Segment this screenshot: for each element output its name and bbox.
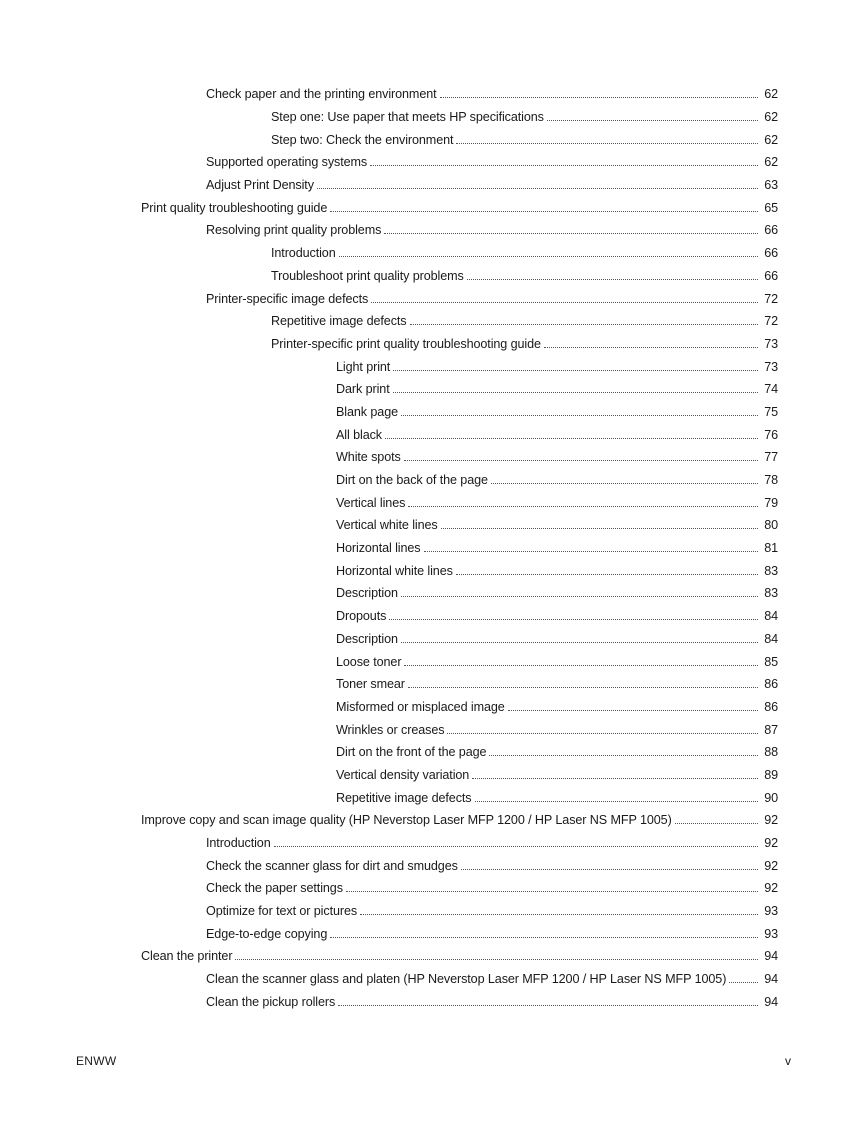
- dot-leader: [370, 164, 758, 166]
- dot-leader: [447, 732, 758, 734]
- toc-entry[interactable]: [0, 106, 842, 129]
- toc-entry-title: Vertical density variation: [336, 767, 470, 782]
- dot-leader: [401, 414, 758, 416]
- toc-entry[interactable]: [0, 673, 842, 696]
- toc-entry-page: 94: [764, 972, 778, 987]
- toc-entry[interactable]: [0, 650, 842, 673]
- toc-entry-title: Supported operating systems: [206, 155, 368, 170]
- toc-entry-page: 84: [764, 631, 778, 646]
- dot-leader: [393, 391, 758, 393]
- toc-entry-page: 92: [764, 858, 778, 873]
- toc-entry[interactable]: [0, 219, 842, 242]
- toc-entry[interactable]: [0, 922, 842, 945]
- toc-entry-title: Dirt on the front of the page: [336, 745, 487, 760]
- dot-leader: [467, 278, 758, 280]
- footer-label: ENWW: [76, 1054, 117, 1068]
- toc-entry-title: Wrinkles or creases: [336, 722, 445, 737]
- dot-leader: [235, 958, 758, 960]
- toc-entry-page: 66: [764, 223, 778, 238]
- toc-entry-title: Optimize for text or pictures: [206, 904, 358, 919]
- dot-leader: [371, 301, 758, 303]
- toc-entry[interactable]: [0, 174, 842, 197]
- dot-leader: [384, 232, 758, 234]
- dot-leader: [401, 641, 758, 643]
- toc-entry[interactable]: [0, 514, 842, 537]
- dot-leader: [461, 868, 758, 870]
- toc-entry-title: Vertical lines: [336, 495, 406, 510]
- toc-entry-page: 93: [764, 926, 778, 941]
- page-number: v: [785, 1054, 791, 1068]
- toc-entry[interactable]: [0, 696, 842, 719]
- toc-entry-page: 80: [764, 518, 778, 533]
- toc-entry-title: Horizontal white lines: [336, 563, 453, 578]
- dot-leader: [489, 754, 758, 756]
- toc-entry-title: Repetitive image defects: [271, 314, 407, 329]
- toc-entry-title: Adjust Print Density: [206, 178, 314, 193]
- toc-entry-page: 62: [764, 155, 778, 170]
- toc-entry-title: Printer-specific image defects: [206, 291, 369, 306]
- dot-leader: [338, 1004, 758, 1006]
- toc-entry-page: 92: [764, 836, 778, 851]
- toc-entry-page: 72: [764, 291, 778, 306]
- toc-entry-page: 74: [764, 382, 778, 397]
- toc-entry-title: Description: [336, 586, 398, 601]
- dot-leader: [317, 187, 758, 189]
- toc-entry-page: 86: [764, 699, 778, 714]
- toc-entry-title: Clean the pickup rollers: [206, 994, 336, 1009]
- toc-entry-title: Edge-to-edge copying: [206, 926, 328, 941]
- dot-leader: [410, 323, 758, 325]
- toc-entry-page: 92: [764, 881, 778, 896]
- toc-entry[interactable]: [0, 469, 842, 492]
- toc-entry[interactable]: [0, 151, 842, 174]
- toc-entry[interactable]: [0, 968, 842, 991]
- dot-leader: [441, 527, 758, 529]
- toc-entry-page: 94: [764, 994, 778, 1009]
- dot-leader: [408, 505, 758, 507]
- dot-leader: [408, 686, 758, 688]
- toc-entry-page: 81: [764, 541, 778, 556]
- toc-entry-page: 73: [764, 359, 778, 374]
- dot-leader: [401, 595, 758, 597]
- dot-leader: [547, 119, 758, 121]
- dot-leader: [389, 618, 758, 620]
- toc-entry-title: Check the paper settings: [206, 881, 343, 896]
- toc-entry-page: 88: [764, 745, 778, 760]
- toc-entry[interactable]: [0, 242, 842, 265]
- dot-leader: [330, 936, 758, 938]
- toc-entry[interactable]: [0, 196, 842, 219]
- dot-leader: [508, 709, 758, 711]
- toc-entry[interactable]: [0, 355, 842, 378]
- toc-entry-title: Repetitive image defects: [336, 790, 472, 805]
- toc-entry-title: Introduction: [271, 246, 336, 261]
- dot-leader: [274, 845, 758, 847]
- dot-leader: [456, 573, 758, 575]
- toc-entry-page: 78: [764, 473, 778, 488]
- toc-entry-title: Loose toner: [336, 654, 402, 669]
- toc-entry-title: All black: [336, 427, 382, 442]
- dot-leader: [675, 822, 758, 824]
- toc-entry-title: Step two: Check the environment: [271, 132, 454, 147]
- toc-entry-page: 83: [764, 586, 778, 601]
- toc-entry-title: Blank page: [336, 404, 399, 419]
- toc-entry[interactable]: [0, 900, 842, 923]
- toc-entry[interactable]: [0, 786, 842, 809]
- toc-entry-title: Light print: [336, 359, 391, 374]
- toc-entry-title: Print quality troubleshooting guide: [141, 200, 328, 215]
- toc-entry-title: Vertical white lines: [336, 518, 438, 533]
- dot-leader: [404, 459, 758, 461]
- toc-entry[interactable]: [0, 310, 842, 333]
- table-of-contents: [0, 83, 842, 1013]
- toc-entry-title: Misformed or misplaced image: [336, 699, 505, 714]
- dot-leader: [475, 800, 758, 802]
- dot-leader: [491, 482, 758, 484]
- toc-entry[interactable]: [0, 832, 842, 855]
- toc-entry-page: 79: [764, 495, 778, 510]
- toc-entry-page: 62: [764, 110, 778, 125]
- toc-entry-title: Clean the scanner glass and platen (HP Neverstop Laser MFP 1200 / HP Laser NS MFP 1005): [206, 972, 727, 987]
- toc-entry-page: 92: [764, 813, 778, 828]
- toc-entry[interactable]: [0, 877, 842, 900]
- dot-leader: [456, 142, 758, 144]
- toc-entry-page: 66: [764, 268, 778, 283]
- toc-entry[interactable]: [0, 991, 842, 1014]
- toc-entry-page: 75: [764, 404, 778, 419]
- dot-leader: [346, 890, 758, 892]
- toc-entry-page: 87: [764, 722, 778, 737]
- toc-entry-page: 93: [764, 904, 778, 919]
- toc-entry[interactable]: [0, 491, 842, 514]
- toc-entry-title: Toner smear: [336, 677, 405, 692]
- toc-entry-title: Dirt on the back of the page: [336, 473, 488, 488]
- toc-entry[interactable]: [0, 809, 842, 832]
- toc-entry-page: 89: [764, 767, 778, 782]
- toc-entry-title: Clean the printer: [141, 949, 233, 964]
- dot-leader: [544, 346, 758, 348]
- toc-entry-title: Dark print: [336, 382, 390, 397]
- toc-entry-page: 66: [764, 246, 778, 261]
- toc-entry-title: Troubleshoot print quality problems: [271, 268, 464, 283]
- dot-leader: [385, 437, 758, 439]
- toc-entry-page: 86: [764, 677, 778, 692]
- toc-entry-title: Horizontal lines: [336, 541, 421, 556]
- toc-entry[interactable]: [0, 854, 842, 877]
- dot-leader: [339, 255, 758, 257]
- toc-entry-title: Check paper and the printing environment: [206, 87, 437, 102]
- toc-entry-page: 76: [764, 427, 778, 442]
- dot-leader: [472, 777, 758, 779]
- toc-entry-page: 90: [764, 790, 778, 805]
- toc-entry-page: 72: [764, 314, 778, 329]
- toc-entry-page: 85: [764, 654, 778, 669]
- toc-entry[interactable]: [0, 265, 842, 288]
- toc-entry[interactable]: [0, 537, 842, 560]
- toc-entry-page: 65: [764, 200, 778, 215]
- toc-entry-page: 77: [764, 450, 778, 465]
- toc-entry-title: White spots: [336, 450, 401, 465]
- toc-entry[interactable]: [0, 582, 842, 605]
- toc-entry[interactable]: [0, 628, 842, 651]
- toc-entry[interactable]: [0, 764, 842, 787]
- toc-entry[interactable]: [0, 287, 842, 310]
- dot-leader: [360, 913, 758, 915]
- toc-entry-page: 62: [764, 132, 778, 147]
- toc-entry-title: Step one: Use paper that meets HP specifications: [271, 110, 544, 125]
- dot-leader: [330, 210, 758, 212]
- toc-entry-title: Printer-specific print quality troubleshooting guide: [271, 336, 541, 351]
- toc-entry[interactable]: [0, 741, 842, 764]
- toc-entry-page: 62: [764, 87, 778, 102]
- dot-leader: [440, 96, 758, 98]
- toc-entry[interactable]: [0, 718, 842, 741]
- toc-entry-title: Introduction: [206, 836, 271, 851]
- toc-entry-title: Dropouts: [336, 609, 387, 624]
- toc-entry-page: 73: [764, 336, 778, 351]
- toc-entry[interactable]: [0, 945, 842, 968]
- toc-entry[interactable]: [0, 378, 842, 401]
- toc-entry[interactable]: [0, 128, 842, 151]
- toc-entry-title: Description: [336, 631, 398, 646]
- toc-entry[interactable]: [0, 401, 842, 424]
- dot-leader: [393, 369, 758, 371]
- toc-entry-page: 94: [764, 949, 778, 964]
- dot-leader: [424, 550, 759, 552]
- dot-leader: [404, 664, 758, 666]
- toc-entry-title: Improve copy and scan image quality (HP Neverstop Laser MFP 1200 / HP Laser NS MFP 1005): [141, 813, 672, 828]
- toc-entry-page: 63: [764, 178, 778, 193]
- toc-entry-title: Check the scanner glass for dirt and smudges: [206, 858, 458, 873]
- toc-entry-title: Resolving print quality problems: [206, 223, 382, 238]
- dot-leader: [729, 981, 758, 983]
- toc-entry[interactable]: [0, 333, 842, 356]
- toc-entry-page: 83: [764, 563, 778, 578]
- toc-entry[interactable]: [0, 559, 842, 582]
- toc-entry-page: 84: [764, 609, 778, 624]
- toc-entry[interactable]: [0, 446, 842, 469]
- toc-entry[interactable]: [0, 605, 842, 628]
- toc-entry[interactable]: [0, 423, 842, 446]
- toc-entry[interactable]: [0, 83, 842, 106]
